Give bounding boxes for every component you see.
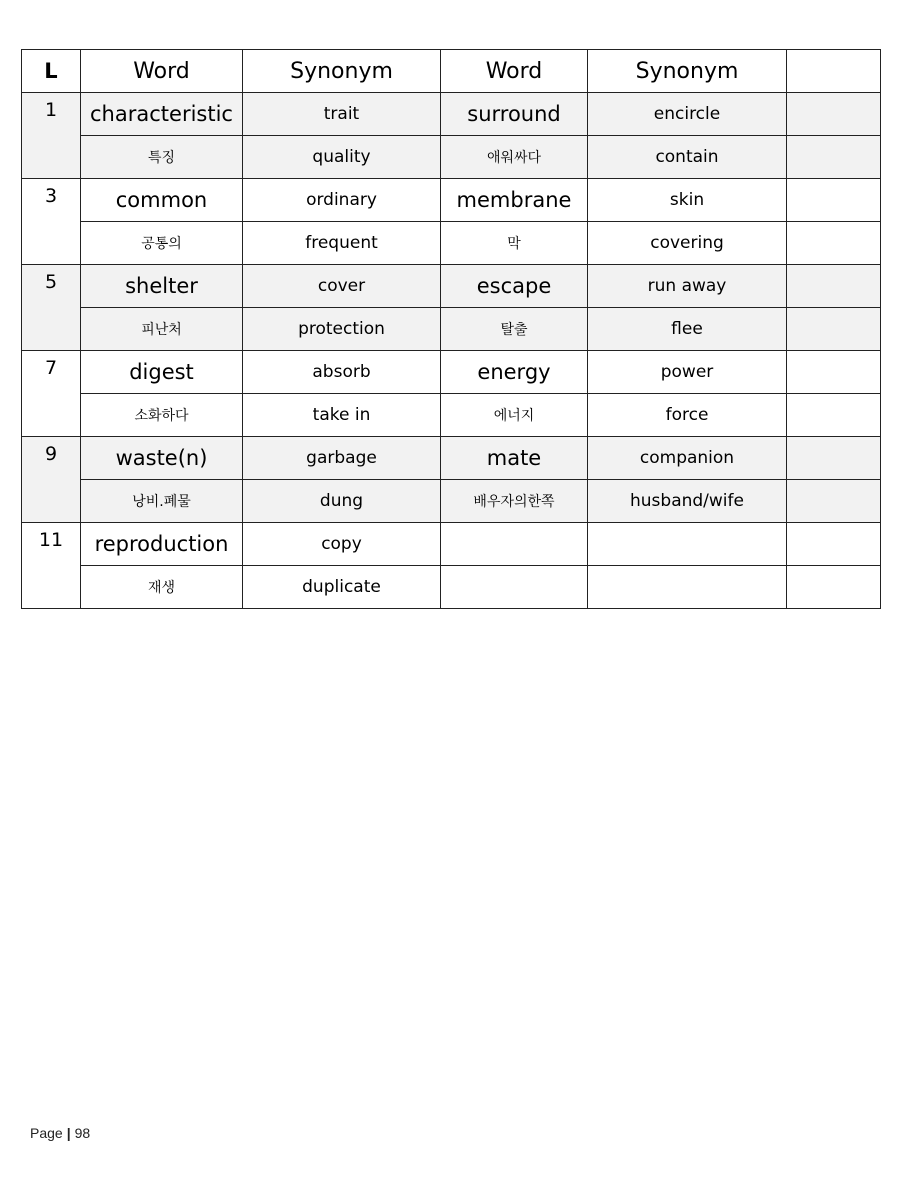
word-cell: escape xyxy=(441,265,588,308)
synonym-cell: husband/wife xyxy=(588,480,787,523)
extra-cell xyxy=(787,93,881,136)
word-cell: waste(n) xyxy=(81,437,243,480)
korean-meaning-cell: 특징 xyxy=(81,136,243,179)
extra-cell xyxy=(787,480,881,523)
extra-cell xyxy=(787,179,881,222)
header-lesson: L xyxy=(22,50,81,93)
synonym-cell xyxy=(588,523,787,566)
korean-meaning-cell: 재생 xyxy=(81,566,243,609)
header-synonym-1: Synonym xyxy=(243,50,441,93)
table-row xyxy=(22,308,881,351)
word-cell: common xyxy=(81,179,243,222)
word-cell: characteristic xyxy=(81,93,243,136)
table-row xyxy=(22,351,881,394)
word-cell: digest xyxy=(81,351,243,394)
korean-meaning-cell: 막 xyxy=(441,222,588,265)
synonym-cell: dung xyxy=(243,480,441,523)
extra-cell xyxy=(787,394,881,437)
table-row xyxy=(22,265,881,308)
word-cell xyxy=(441,523,588,566)
synonym-cell: companion xyxy=(588,437,787,480)
page-number: 98 xyxy=(74,1125,91,1141)
korean-meaning-cell: 에너지 xyxy=(441,394,588,437)
table-row xyxy=(22,437,881,480)
synonym-cell: contain xyxy=(588,136,787,179)
extra-cell xyxy=(787,308,881,351)
word-cell: energy xyxy=(441,351,588,394)
synonym-cell: force xyxy=(588,394,787,437)
synonym-cell: protection xyxy=(243,308,441,351)
vocabulary-table xyxy=(21,49,881,609)
synonym-cell: encircle xyxy=(588,93,787,136)
synonym-cell: quality xyxy=(243,136,441,179)
korean-meaning-cell: 애워싸다 xyxy=(441,136,588,179)
korean-meaning-cell: 낭비.폐물 xyxy=(81,480,243,523)
korean-meaning-cell: 탈출 xyxy=(441,308,588,351)
row-number: 5 xyxy=(22,265,81,351)
extra-cell xyxy=(787,265,881,308)
word-cell: mate xyxy=(441,437,588,480)
korean-meaning-cell: 공통의 xyxy=(81,222,243,265)
row-number: 3 xyxy=(22,179,81,265)
table-row xyxy=(22,566,881,609)
header-word-2: Word xyxy=(441,50,588,93)
word-cell: shelter xyxy=(81,265,243,308)
synonym-cell: duplicate xyxy=(243,566,441,609)
word-cell: surround xyxy=(441,93,588,136)
synonym-cell: run away xyxy=(588,265,787,308)
table-header-row xyxy=(22,50,881,93)
header-word-1: Word xyxy=(81,50,243,93)
synonym-cell: skin xyxy=(588,179,787,222)
row-number: 9 xyxy=(22,437,81,523)
table-row xyxy=(22,480,881,523)
header-extra xyxy=(787,50,881,93)
table-row xyxy=(22,93,881,136)
synonym-cell: garbage xyxy=(243,437,441,480)
row-number: 7 xyxy=(22,351,81,437)
extra-cell xyxy=(787,136,881,179)
synonym-cell: ordinary xyxy=(243,179,441,222)
synonym-cell: trait xyxy=(243,93,441,136)
extra-cell xyxy=(787,566,881,609)
korean-meaning-cell: 소화하다 xyxy=(81,394,243,437)
header-synonym-2: Synonym xyxy=(588,50,787,93)
extra-cell xyxy=(787,523,881,566)
extra-cell xyxy=(787,351,881,394)
synonym-cell: power xyxy=(588,351,787,394)
page-label: Page xyxy=(30,1125,63,1141)
page-footer xyxy=(30,1125,90,1141)
row-number: 1 xyxy=(22,93,81,179)
synonym-cell: copy xyxy=(243,523,441,566)
extra-cell xyxy=(787,437,881,480)
synonym-cell: covering xyxy=(588,222,787,265)
word-cell: membrane xyxy=(441,179,588,222)
table-row xyxy=(22,523,881,566)
row-number: 11 xyxy=(22,523,81,609)
page-separator: | xyxy=(66,1125,71,1141)
table-row xyxy=(22,394,881,437)
synonym-cell: take in xyxy=(243,394,441,437)
synonym-cell: frequent xyxy=(243,222,441,265)
synonym-cell: flee xyxy=(588,308,787,351)
korean-meaning-cell: 피난처 xyxy=(81,308,243,351)
korean-meaning-cell xyxy=(441,566,588,609)
table-row xyxy=(22,179,881,222)
table-row xyxy=(22,136,881,179)
table-row xyxy=(22,222,881,265)
extra-cell xyxy=(787,222,881,265)
word-cell: reproduction xyxy=(81,523,243,566)
synonym-cell: cover xyxy=(243,265,441,308)
synonym-cell: absorb xyxy=(243,351,441,394)
synonym-cell xyxy=(588,566,787,609)
korean-meaning-cell: 배우자의한쪽 xyxy=(441,480,588,523)
